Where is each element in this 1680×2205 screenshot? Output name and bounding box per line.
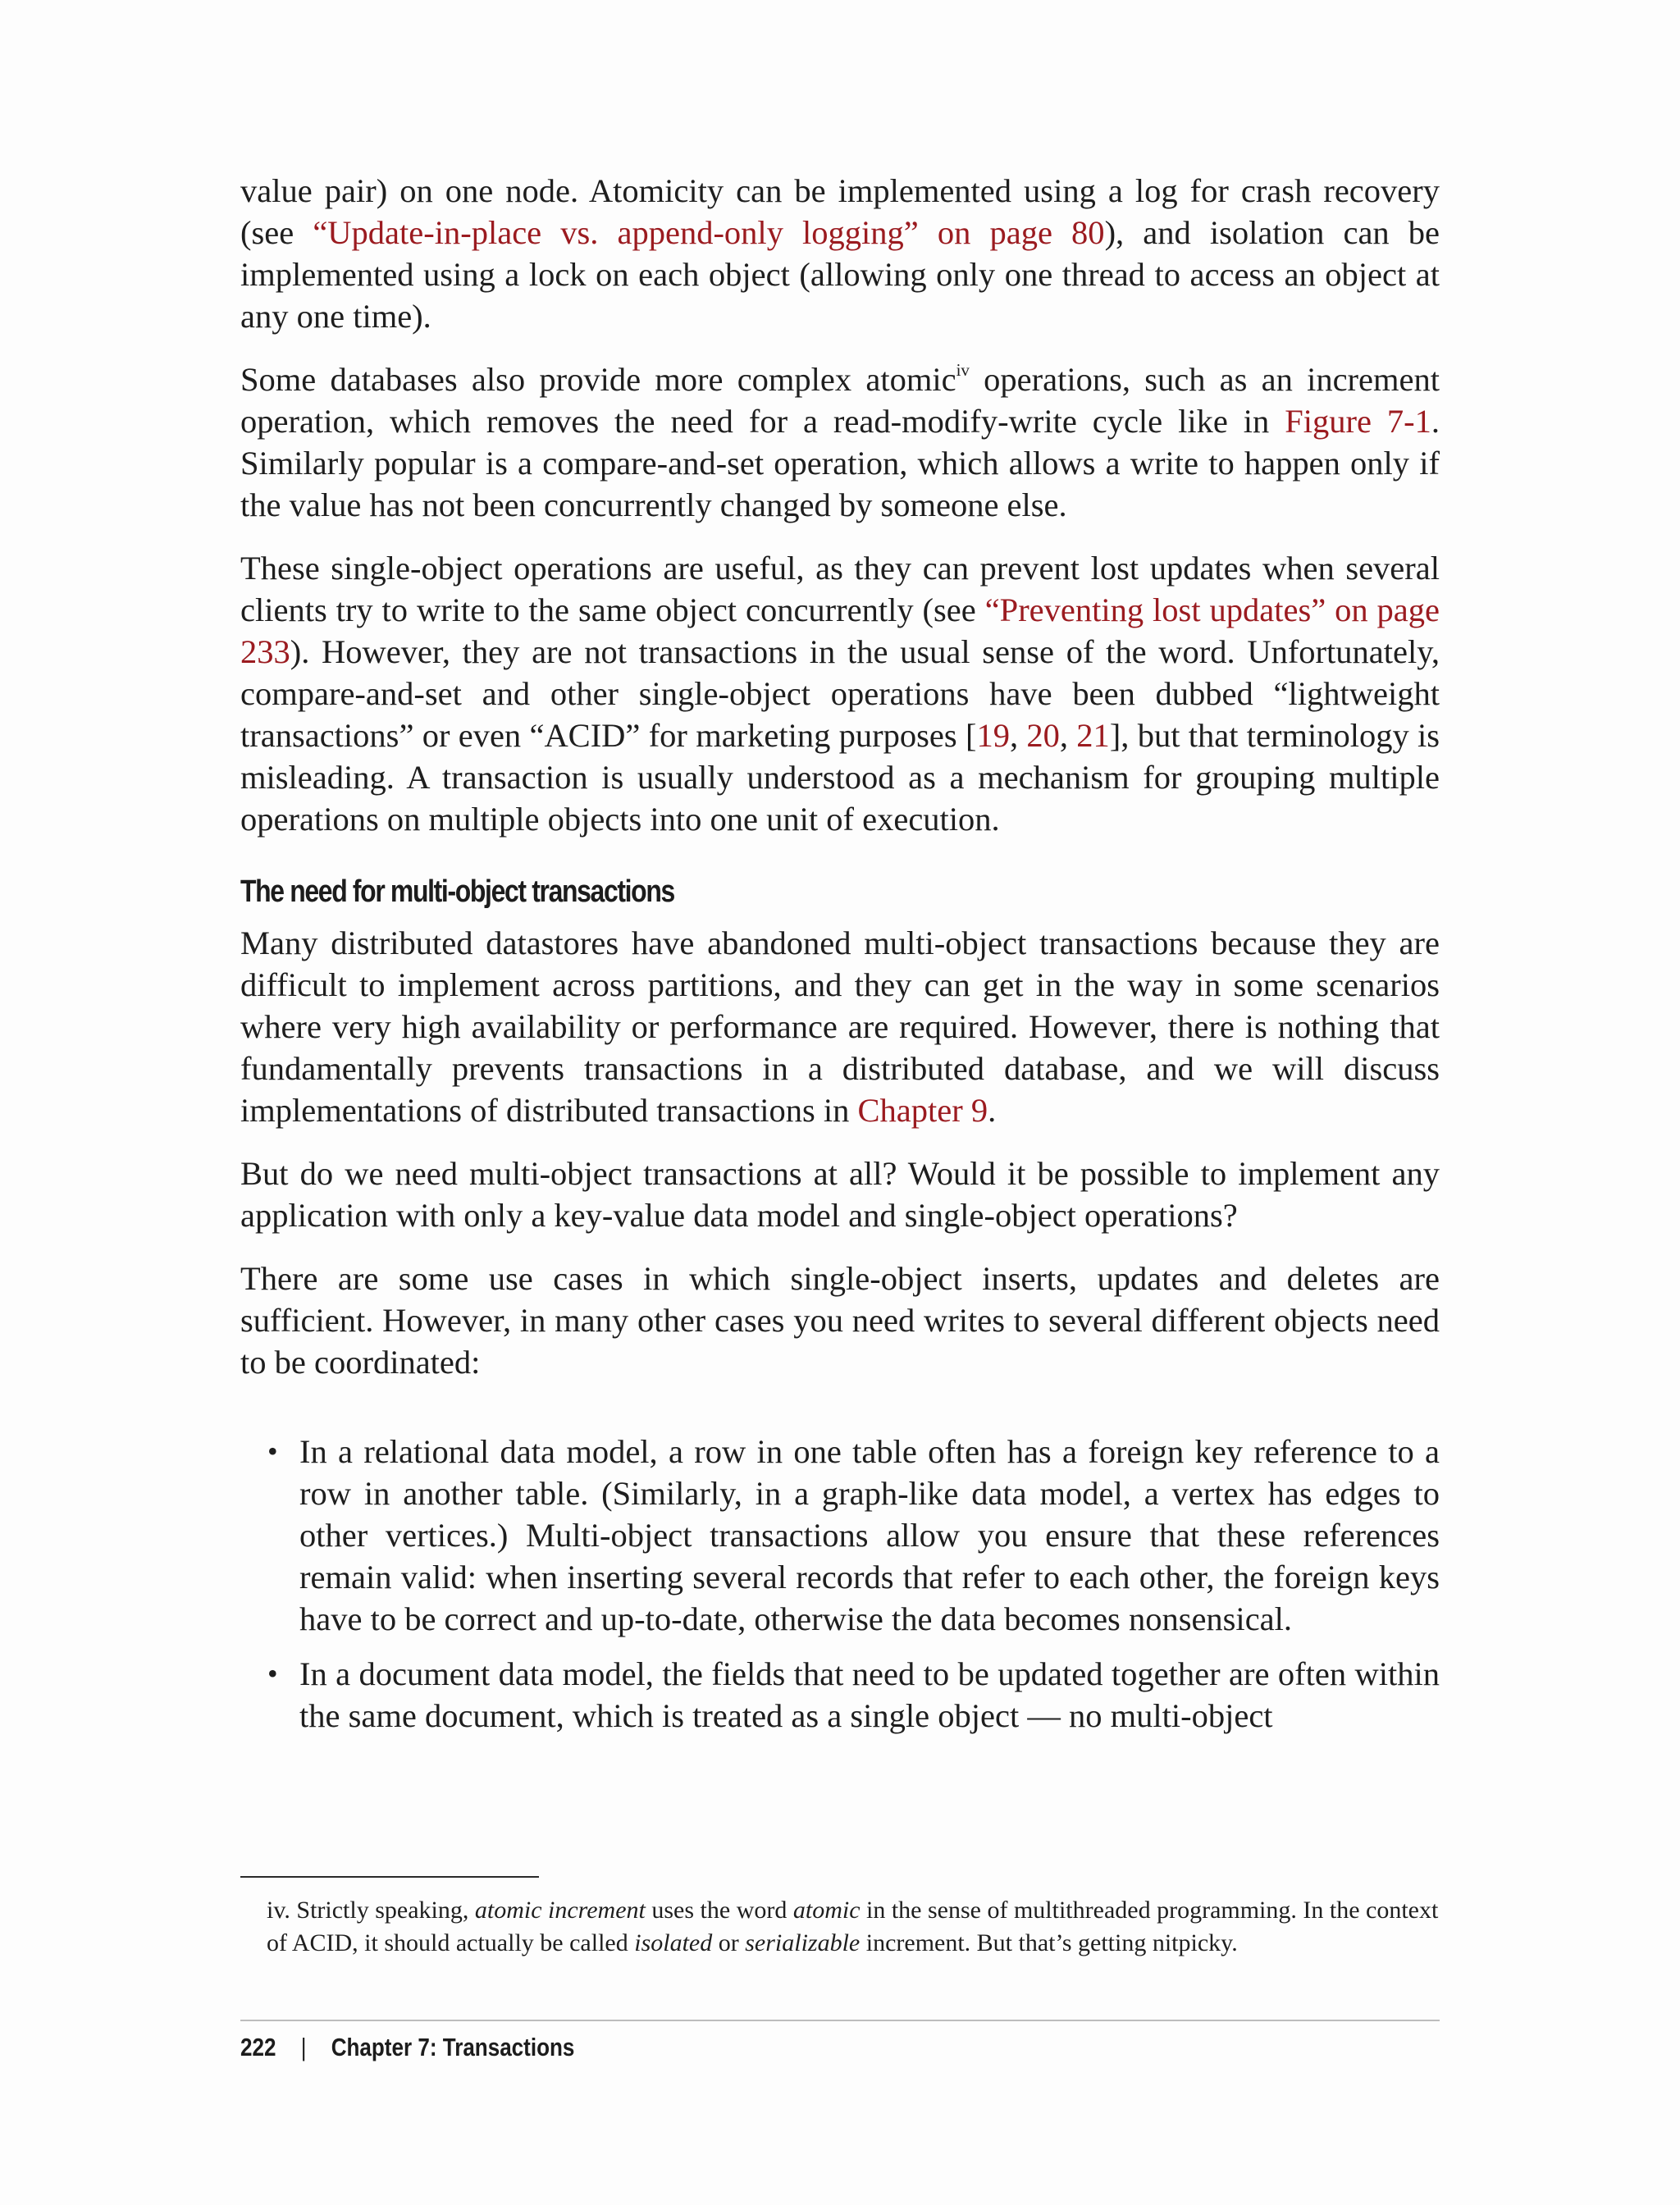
paragraph-use-cases: There are some use cases in which single-object inserts, updates and deletes are sufficient. However, in many other cases you need writes to several different objects need to be coordinated:: [240, 1260, 1440, 1381]
text-span: Strictly speaking,: [290, 1897, 475, 1924]
section-heading: The need for multi-object transactions: [240, 874, 674, 909]
italic-term: isolated: [634, 1929, 713, 1956]
citation-19[interactable]: 19: [976, 717, 1010, 754]
citation-20[interactable]: 20: [1026, 717, 1060, 754]
text-span: value pair) on one node. Atomicity can be implemented using a log for crash recovery (see: [240, 172, 1440, 251]
text-span: or: [712, 1929, 746, 1956]
list-item-text: In a relational data model, a row in one table often has a foreign key reference to a row in another table. (Similarly, in a graph-like data model, a vertex has edges to other vertices.) Multi-object transactions allow you ensure that these references remain valid: when inserting several records that refer to each other, the foreign keys have to be correct and up-to-date, otherwise the data becomes nonsensical.: [299, 1433, 1440, 1637]
paragraph-need-question: But do we need multi-object transactions at all? Would it be possible to implement any application with only a key-value data model and single-object operations?: [240, 1155, 1440, 1234]
text-span: .: [988, 1092, 997, 1129]
citation-21[interactable]: 21: [1076, 717, 1110, 754]
italic-term: atomic increment: [474, 1897, 646, 1924]
paragraph-distributed-datastores: [240, 922, 1440, 1131]
paragraph-atomicity: [240, 170, 1440, 337]
link-chapter-9[interactable]: Chapter 9: [857, 1092, 988, 1129]
bullet-icon: •: [267, 1435, 278, 1468]
bullet-icon: •: [267, 1657, 278, 1690]
list-item-text: In a document data model, the fields that need to be updated together are often within the same document, which is treated as a single object — no multi-object: [299, 1655, 1440, 1734]
page-footer: [240, 2029, 574, 2066]
footnote-marker-iv[interactable]: iv: [956, 360, 970, 380]
text-span: . Similarly popular is a compare-and-set operation, which allows a write to happen only if the value has not been concurrently changed by someone else.: [240, 403, 1440, 523]
text-span: Some databases also provide more complex atomic: [240, 361, 956, 398]
body-text: [240, 170, 1440, 1750]
text-span: uses the word: [645, 1897, 793, 1924]
bullet-list: [240, 1431, 1440, 1737]
list-item: [240, 1653, 1440, 1737]
text-span: Many distributed datastores have abandoned multi-object transactions because they are difficult to implement across partitions, and they can get in the way in some scenarios where very high availability or performance are required. However, there is nothing that fundamentally prevents transactions in a distributed database, and we will discuss implementations of distributed transactions in: [240, 924, 1440, 1129]
text-span: ), and isolation can be implemented using a lock on each object (allowing only one thread to access an object at any one time).: [240, 214, 1440, 335]
link-figure-7-1[interactable]: Figure 7-1: [1285, 403, 1431, 440]
link-preventing-lost-updates[interactable]: “Preventing lost updates” on page 233: [240, 591, 1440, 670]
text-span: ,: [1059, 717, 1077, 754]
chapter-title: Chapter 7: Transactions: [331, 2033, 575, 2061]
footnote-divider: [240, 1876, 539, 1878]
text-span: in the sense of multithreaded programming. In the context of ACID, it should actually be called: [267, 1897, 1439, 1956]
text-span: These single-object operations are useful, as they can prevent lost updates when several clients try to write to the same object concurrently (see: [240, 550, 1440, 628]
text-span: operations, such as an increment operation, which removes the need for a read-modify-write cycle like in: [240, 361, 1440, 440]
text-span: increment. But that’s getting nitpicky.: [860, 1929, 1238, 1956]
list-item: [240, 1431, 1440, 1640]
paragraph-atomic-operations: [240, 358, 1440, 526]
paragraph-single-object-ops: [240, 547, 1440, 840]
footer-separator: |: [300, 2033, 307, 2061]
italic-term: serializable: [745, 1929, 861, 1956]
text-span: ). However, they are not transactions in the usual sense of the word. Unfortunately, compare-and-set and other single-object operations have been dubbed “lightweight transactions” or even “ACID” for marketing purposes [: [240, 633, 1440, 754]
footnote-marker: iv.: [267, 1897, 290, 1924]
page-number: 222: [240, 2033, 276, 2061]
footer-divider: [240, 2020, 1440, 2021]
text-span: ], but that terminology is misleading. A transaction is usually understood as a mechanism for grouping multiple operations on multiple objects into one unit of execution.: [240, 717, 1440, 838]
text-span: ,: [1009, 717, 1027, 754]
link-update-in-place[interactable]: “Update-in-place vs. append-only logging” on page 80: [313, 214, 1105, 251]
italic-term: atomic: [792, 1897, 861, 1924]
footnote: [267, 1894, 1440, 1960]
